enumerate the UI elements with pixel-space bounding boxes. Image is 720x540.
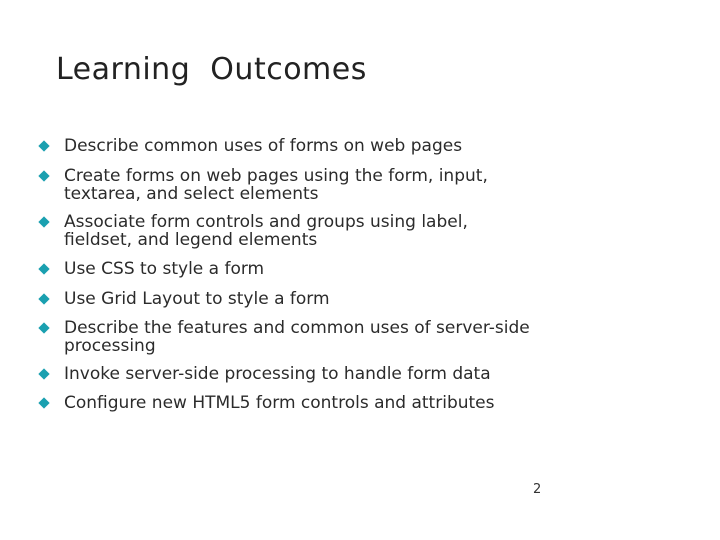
page-number: 2 (533, 482, 542, 497)
bullet-line: Invoke server-side processing to handle form data (64, 364, 491, 384)
bullet-item (38, 213, 578, 249)
diamond-icon (38, 322, 49, 333)
bullet-line: Describe the features and common uses of server-side (64, 318, 530, 338)
bullet-item (38, 365, 578, 383)
bullet-item (38, 137, 578, 155)
diamond-icon (38, 368, 49, 379)
diamond-icon (38, 263, 49, 274)
bullet-item (38, 167, 578, 203)
bullet-line: Use Grid Layout to style a form (64, 289, 330, 309)
slide-title: Learning Outcomes (56, 52, 367, 87)
bullet-line: fieldset, and legend elements (64, 230, 318, 250)
diamond-icon (38, 140, 49, 151)
diamond-icon (38, 293, 49, 304)
bullet-line: textarea, and select elements (64, 184, 319, 204)
bullet-item (38, 394, 578, 412)
bullet-item (38, 260, 578, 278)
diamond-icon (38, 216, 49, 227)
bullet-line: processing (64, 336, 156, 356)
diamond-icon (38, 170, 49, 181)
bullet-item (38, 319, 578, 355)
bullet-line: Create forms on web pages using the form, input, (64, 166, 488, 186)
bullet-line: Associate form controls and groups using label, (64, 212, 468, 232)
diamond-icon (38, 397, 49, 408)
bullet-line: Describe common uses of forms on web pages (64, 136, 463, 156)
bullet-item (38, 290, 578, 308)
bullet-line: Configure new HTML5 form controls and attributes (64, 393, 495, 413)
bullet-line: Use CSS to style a form (64, 259, 265, 279)
bullet-list (38, 137, 578, 412)
